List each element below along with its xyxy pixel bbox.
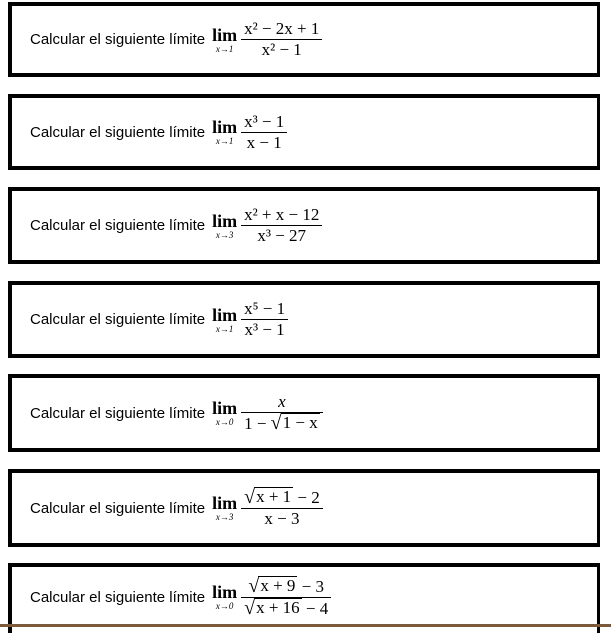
radicand: 1 − x [282, 413, 318, 432]
problem-prompt: Calcular el siguiente límite [30, 311, 206, 328]
sqrt-symbol: √ [248, 574, 260, 597]
problem-box-7 [8, 563, 600, 633]
problem-box-3 [8, 187, 600, 264]
problem-prompt: Calcular el siguiente límite [30, 499, 206, 517]
numerator [245, 576, 327, 597]
radicand: x + 16 [256, 597, 300, 617]
limit-subscript: x→1 [215, 43, 234, 54]
numerator: x [278, 392, 286, 411]
denominator: x³ − 27 [257, 226, 307, 245]
denominator [241, 413, 323, 434]
numerator: x² + x − 12 [244, 205, 320, 224]
limit-operator: lim x→0 [212, 398, 238, 427]
numerator: x² − 2x + 1 [244, 19, 320, 38]
sqrt-symbol: √ [270, 412, 282, 434]
square-root [271, 413, 320, 433]
denominator: x² − 1 [261, 40, 302, 59]
limit-fraction [241, 392, 323, 434]
limit-operator: lim x→1 [212, 24, 238, 54]
limit-operator: lim x→3 [212, 493, 238, 522]
limit-subscript: x→3 [215, 229, 234, 240]
problem-box-2 [8, 94, 600, 170]
numerator: x³ − 1 [244, 111, 285, 131]
problem-prompt: Calcular el siguiente límite [30, 31, 206, 48]
denominator: x − 1 [246, 132, 282, 152]
limit-fraction [241, 576, 331, 619]
denominator: x³ − 1 [244, 320, 285, 339]
numerator-suffix: − 3 [301, 576, 324, 596]
numerator: x⁵ − 1 [244, 299, 286, 318]
square-root [248, 576, 297, 596]
square-root [244, 598, 302, 618]
problem-prompt: Calcular el siguiente límite [30, 123, 206, 141]
radicand: x + 1 [256, 487, 292, 506]
problem-box-5 [8, 374, 600, 452]
limit-subscript: x→0 [215, 601, 234, 611]
radicand: x + 9 [260, 575, 296, 595]
problem-box-4 [8, 281, 600, 358]
denominator-prefix: 1 − [244, 414, 267, 433]
problem-prompt: Calcular el siguiente límite [30, 588, 206, 606]
limit-operator: lim x→0 [212, 582, 238, 611]
limit-subscript: x→1 [215, 136, 234, 146]
numerator-suffix: − 2 [297, 488, 320, 507]
problem-prompt: Calcular el siguiente límite [30, 217, 206, 234]
limit-operator: lim x→1 [212, 304, 238, 334]
denominator: x − 3 [264, 509, 300, 528]
limit-fraction [241, 205, 322, 246]
numerator [241, 487, 323, 508]
limit-subscript: x→0 [215, 417, 234, 427]
limit-fraction [241, 19, 322, 60]
limit-fraction [241, 299, 288, 340]
square-root [244, 487, 293, 507]
denominator-suffix: − 4 [305, 598, 329, 618]
problem-box-6 [8, 469, 600, 547]
limit-fraction [241, 487, 323, 529]
limit-subscript: x→1 [215, 323, 234, 334]
denominator [241, 598, 331, 619]
sqrt-symbol: √ [244, 486, 256, 508]
limit-subscript: x→3 [215, 512, 234, 522]
limit-fraction [241, 112, 287, 153]
problem-prompt: Calcular el siguiente límite [30, 404, 206, 422]
limit-operator: lim x→3 [212, 210, 238, 240]
limit-operator: lim x→1 [212, 117, 238, 146]
sqrt-symbol: √ [244, 596, 256, 619]
problem-box-1 [8, 2, 600, 77]
